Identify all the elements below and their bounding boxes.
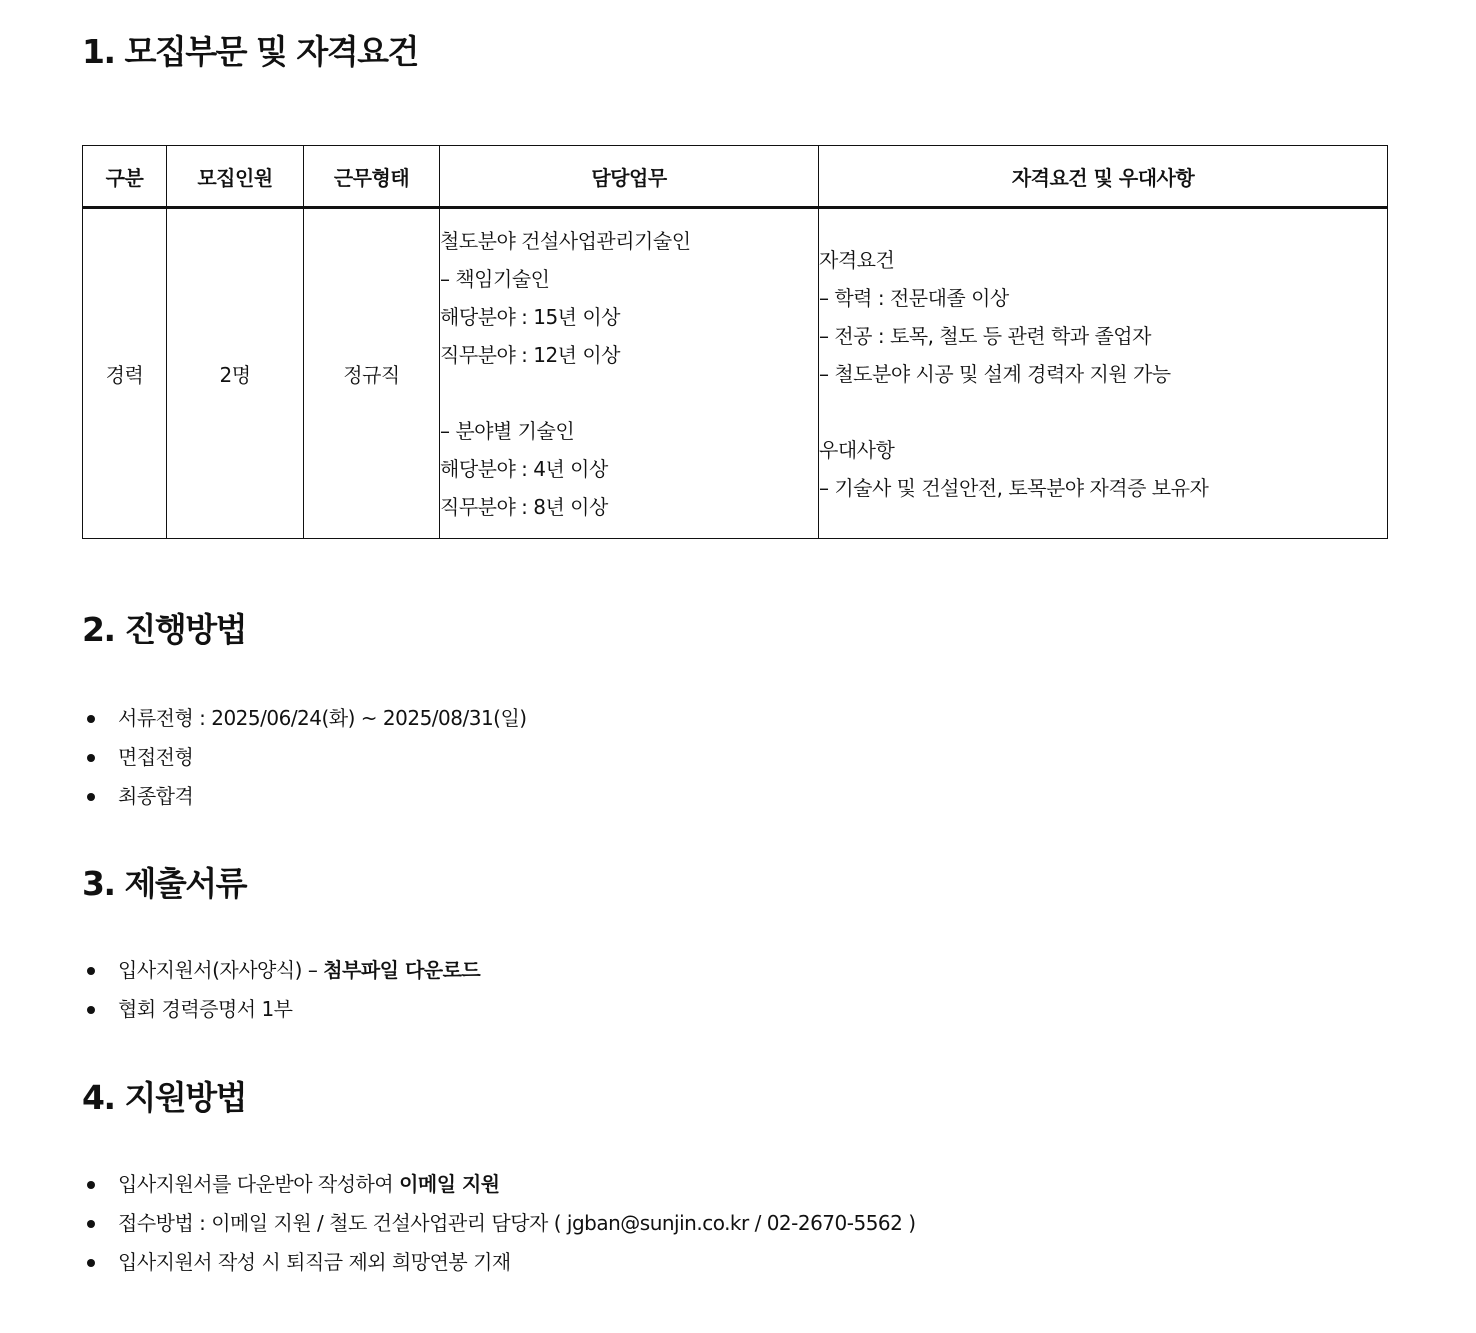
attachment-download-link[interactable]: 첨부파일 다운로드	[323, 958, 481, 982]
email-apply-emphasis: 이메일 지원	[399, 1172, 500, 1196]
header-qualifications: 자격요건 및 우대사항	[819, 146, 1388, 208]
qualification-spacer	[819, 393, 1387, 431]
qualification-line: – 기술사 및 건설안전, 토목분야 자격증 보유자	[819, 475, 1209, 500]
cell-qualifications	[819, 208, 1388, 539]
header-duties: 담당업무	[440, 146, 819, 208]
list-item: 협회 경력증명서 1부	[82, 990, 480, 1029]
section-title-recruitment: 1. 모집부문 및 자격요건	[82, 32, 418, 71]
duties-line: 철도분야 건설사업관리기술인	[440, 228, 691, 253]
application-list	[82, 1165, 916, 1282]
list-item-text: 입사지원서를 다운받아 작성하여	[118, 1172, 400, 1196]
header-headcount: 모집인원	[167, 146, 304, 208]
header-category: 구분	[83, 146, 167, 208]
cell-employment-type: 정규직	[304, 208, 440, 539]
cell-headcount: 2명	[167, 208, 304, 539]
section-title-process: 2. 진행방법	[82, 610, 246, 649]
duties-line: 해당분야 : 4년 이상	[440, 456, 608, 481]
duties-line: 해당분야 : 15년 이상	[440, 304, 620, 329]
header-employment-type: 근무형태	[304, 146, 440, 208]
qualification-line: 우대사항	[819, 437, 895, 462]
documents-list	[82, 951, 480, 1029]
qualification-line: – 전공 : 토목, 철도 등 관련 학과 졸업자	[819, 323, 1151, 348]
list-item: 서류전형 : 2025/06/24(화) ~ 2025/08/31(일)	[82, 699, 527, 738]
process-list	[82, 699, 527, 816]
recruitment-table	[82, 145, 1388, 539]
list-item-text: 입사지원서(자사양식) –	[118, 958, 324, 982]
list-item: 최종합격	[82, 777, 527, 816]
table-row	[83, 208, 1388, 539]
table-header-row	[83, 146, 1388, 208]
list-item: 입사지원서 작성 시 퇴직금 제외 희망연봉 기재	[82, 1243, 916, 1282]
qualification-line: 자격요건	[819, 247, 895, 272]
qualification-line: – 철도분야 시공 및 설계 경력자 지원 가능	[819, 361, 1171, 386]
duties-line: – 분야별 기술인	[440, 418, 575, 443]
list-item: 접수방법 : 이메일 지원 / 철도 건설사업관리 담당자 ( jgban@sunjin.co.kr / 02-2670-5562 )	[82, 1204, 916, 1243]
qualification-line: – 학력 : 전문대졸 이상	[819, 285, 1009, 310]
duties-line: 직무분야 : 8년 이상	[440, 494, 608, 519]
cell-category: 경력	[83, 208, 167, 539]
section-title-application: 4. 지원방법	[82, 1078, 246, 1117]
duties-spacer	[440, 374, 818, 412]
duties-line: – 책임기술인	[440, 266, 550, 291]
cell-duties	[440, 208, 819, 539]
section-title-documents: 3. 제출서류	[82, 864, 246, 903]
list-item	[82, 951, 480, 990]
duties-line: 직무분야 : 12년 이상	[440, 342, 620, 367]
list-item: 면접전형	[82, 738, 527, 777]
list-item	[82, 1165, 916, 1204]
